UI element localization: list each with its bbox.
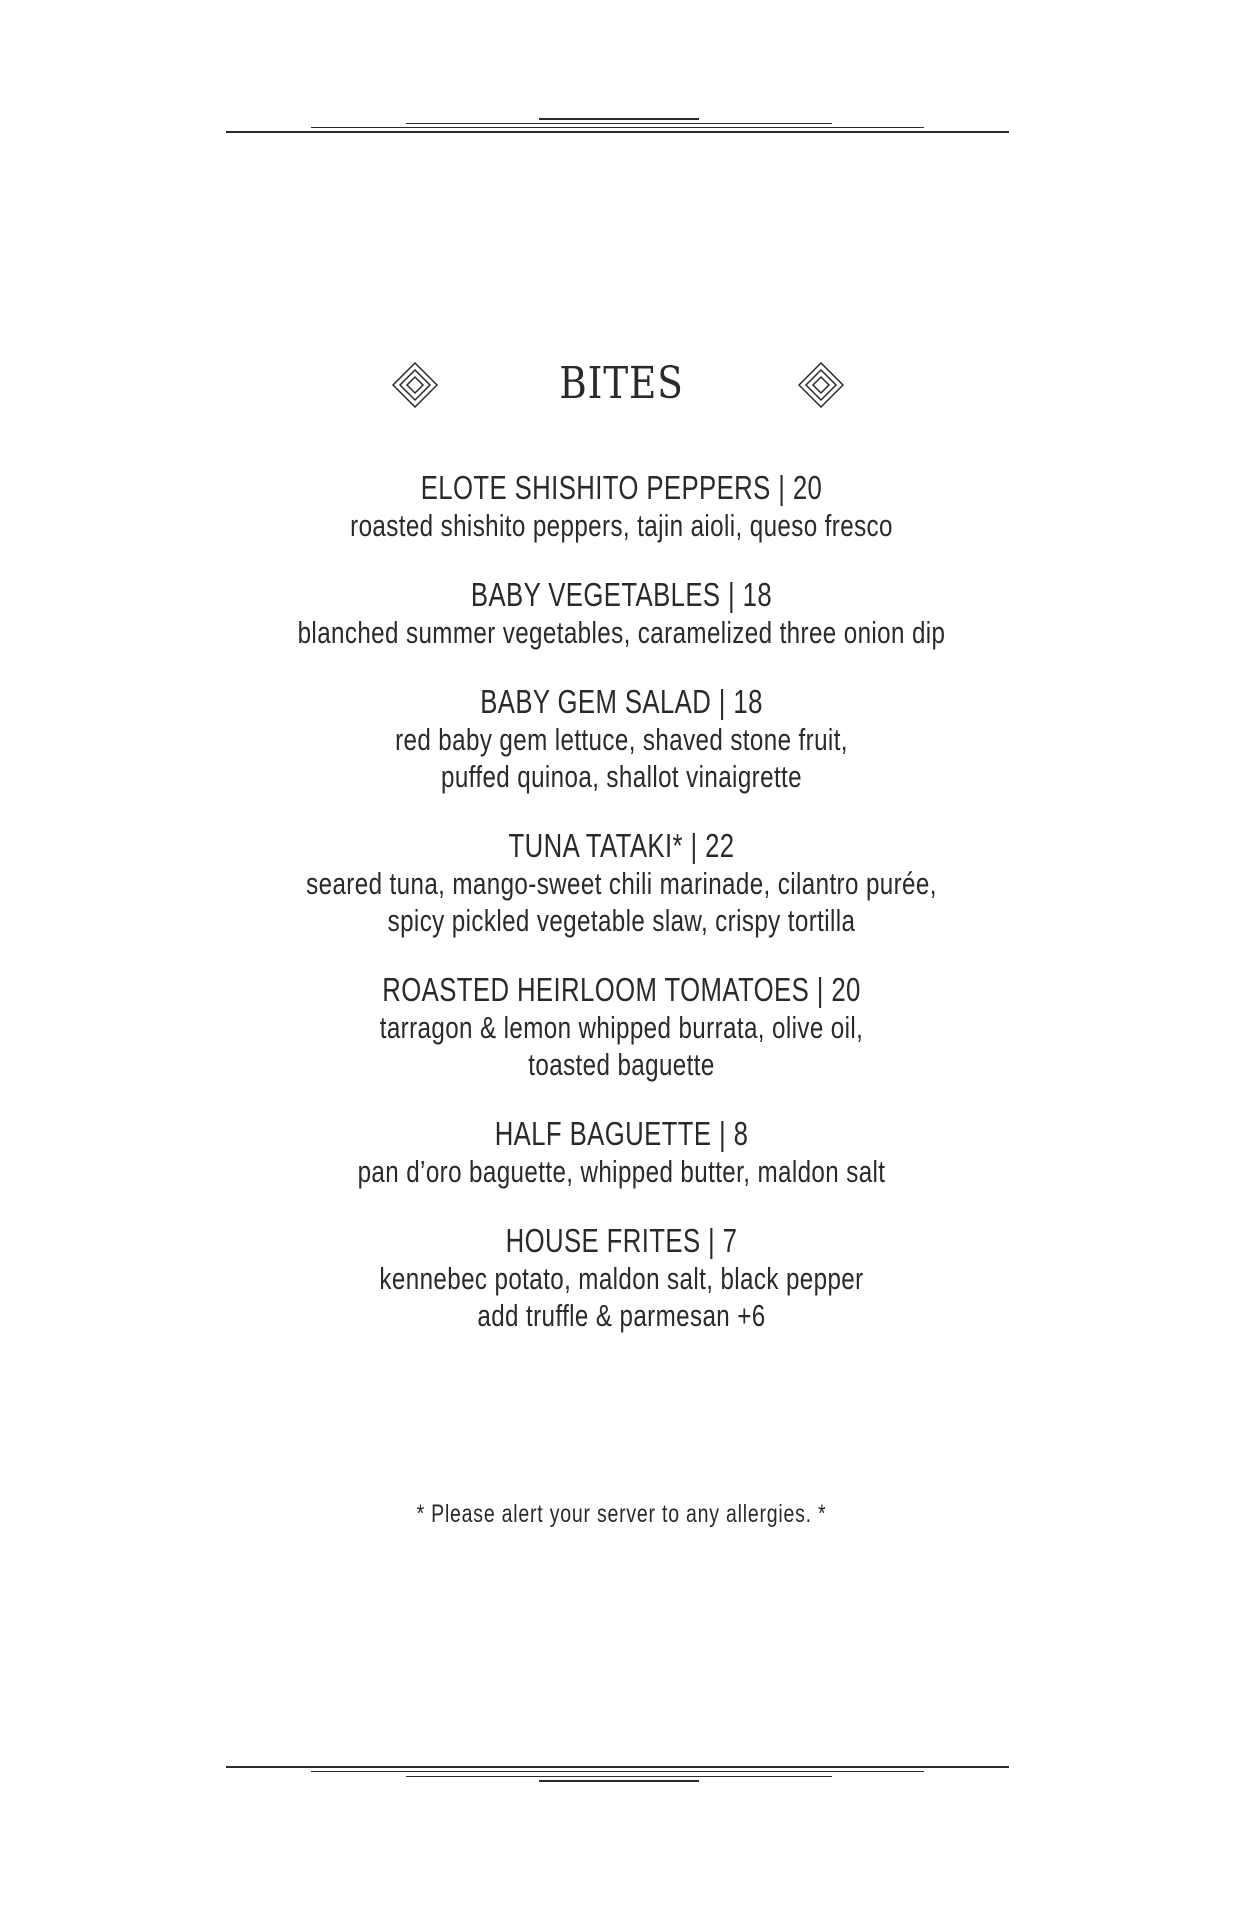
menu-item-description: tarragon & lemon whipped burrata, olive oil, (379, 1010, 864, 1045)
top-ornament-rules (0, 110, 1243, 150)
menu-item-title: TUNA TATAKI* | 22 (508, 827, 735, 864)
menu-item-house-frites (0, 1222, 1243, 1334)
top-rule-2 (406, 123, 832, 124)
menu-item-roasted-heirloom-tomatoes (0, 971, 1243, 1083)
section-title: BITES (559, 358, 684, 409)
diamond-ornament-icon (798, 362, 844, 408)
menu-item-description: pan d’oro baguette, whipped butter, maldon salt (357, 1154, 886, 1189)
menu-item-baby-gem-salad (0, 683, 1243, 795)
menu-item-title: ELOTE SHISHITO PEPPERS | 20 (420, 469, 823, 506)
menu-item-title: HALF BAGUETTE | 8 (494, 1115, 749, 1152)
top-rule-4 (226, 131, 1009, 133)
menu-item-description: kennebec potato, maldon salt, black pepper (379, 1261, 864, 1296)
bottom-rule-3 (406, 1776, 832, 1777)
menu-item-tuna-tataki (0, 827, 1243, 939)
section-heading (0, 350, 1243, 420)
menu-item-description: roasted shishito peppers, tajin aioli, queso fresco (350, 508, 893, 543)
menu-item-description: toasted baguette (528, 1047, 715, 1082)
top-rule-1 (539, 118, 699, 120)
menu-item-description: spicy pickled vegetable slaw, crispy tortilla (387, 903, 856, 938)
menu-item-title: BABY GEM SALAD | 18 (480, 683, 763, 720)
menu-item-description: red baby gem lettuce, shaved stone fruit, (395, 722, 848, 757)
top-rule-3 (311, 127, 924, 128)
menu-list (0, 469, 1243, 1366)
allergy-footnote: * Please alert your server to any allergies. * (416, 1500, 827, 1528)
menu-item-title: BABY VEGETABLES | 18 (470, 576, 773, 613)
bottom-rule-2 (311, 1771, 924, 1772)
bottom-ornament-rules (0, 1766, 1243, 1806)
menu-item-title: HOUSE FRITES | 7 (505, 1222, 738, 1259)
menu-item-description: seared tuna, mango-sweet chili marinade, cilantro purée, (306, 866, 937, 901)
menu-item-elote-shishito-peppers (0, 469, 1243, 544)
bottom-rule-4 (539, 1780, 699, 1782)
menu-item-description: blanched summer vegetables, caramelized three onion dip (297, 615, 946, 650)
menu-item-description: puffed quinoa, shallot vinaigrette (441, 759, 802, 794)
menu-item-description: add truffle & parmesan +6 (477, 1298, 766, 1333)
menu-item-half-baguette (0, 1115, 1243, 1190)
menu-item-title: ROASTED HEIRLOOM TOMATOES | 20 (382, 971, 861, 1008)
bottom-rule-1 (226, 1766, 1009, 1768)
menu-item-baby-vegetables (0, 576, 1243, 651)
